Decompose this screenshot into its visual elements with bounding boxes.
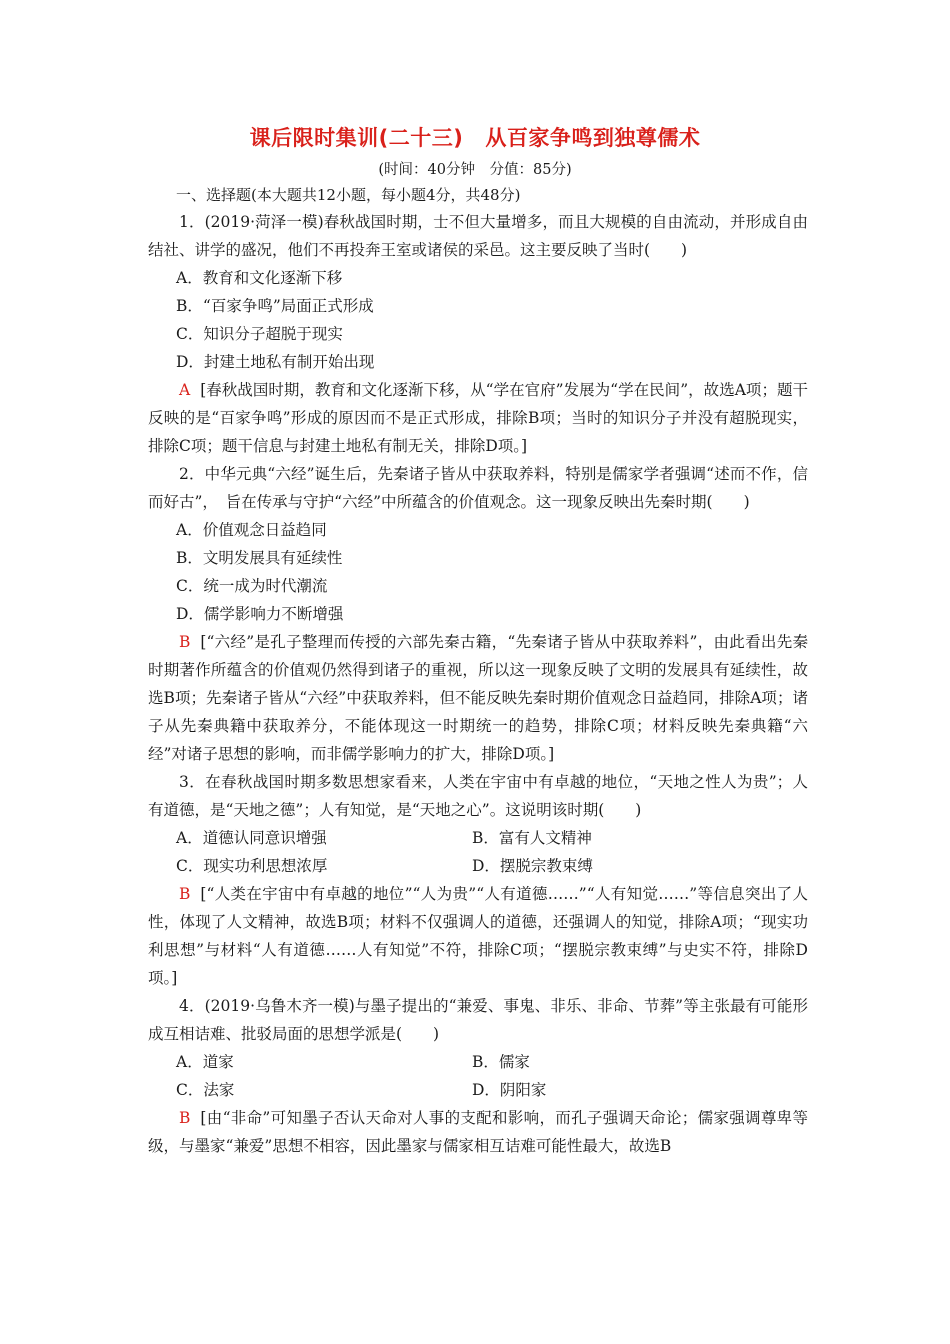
option-row <box>176 824 808 852</box>
option-d: D．阴阳家 <box>472 1081 547 1099</box>
answer-explanation <box>148 628 808 768</box>
option-row <box>176 852 808 880</box>
option-c: C．法家 <box>176 1081 235 1099</box>
title-topic: 从百家争鸣到独尊儒术 <box>485 126 701 150</box>
option-b: B．“百家争鸣”局面正式形成 <box>176 297 374 315</box>
explanation-text: [“人类在宇宙中有卓越的地位”“人为贵”“人有道德……”“人有知觉……”等信息突出了人性，体现了人文精神，故选B项；材料不仅强调人的道德，还强调人的知觉，排除A项；“现实功利思想”与材料“人有道德……人有知觉”不符，排除C项；“摆脱宗教束缚”与史实不符，排除D项。] <box>148 885 808 987</box>
question-1 <box>148 208 808 460</box>
question-stem: 3．在春秋战国时期多数思想家看来，人类在宇宙中有卓越的地位，“天地之性人为贵”；人有道德，是“天地之德”；人有知觉，是“天地之心”。这说明该时期( ) <box>148 773 808 819</box>
option-a: A．道家 <box>176 1053 234 1071</box>
answer-letter: B <box>179 885 191 903</box>
question-list <box>148 208 808 1160</box>
option-b: B．富有人文精神 <box>472 829 592 847</box>
option-b: B．文明发展具有延续性 <box>176 549 343 567</box>
section-heading: 一、选择题(本大题共12小题，每小题4分，共48分) <box>176 186 521 204</box>
option-c: C．统一成为时代潮流 <box>176 577 328 595</box>
option-b: B．儒家 <box>472 1053 530 1071</box>
option-d: D．封建土地私有制开始出现 <box>176 353 375 371</box>
option-c: C．现实功利思想浓厚 <box>176 857 328 875</box>
answer-explanation <box>148 376 808 460</box>
answer-explanation <box>148 1104 808 1160</box>
time-score-info: (时间：40分钟 分值：85分) <box>378 162 572 178</box>
option-row <box>176 1076 808 1104</box>
page-title <box>0 122 950 152</box>
question-stem: 2．中华元典“六经”诞生后，先秦诸子皆从中获取养料，特别是儒家学者强调“述而不作，信而好古”， 旨在传承与守护“六经”中所蕴含的价值观念。这一现象反映出先秦时期( ) <box>148 465 808 511</box>
option-a: A．价值观念日益趋同 <box>176 521 327 539</box>
explanation-text: [由“非命”可知墨子否认天命对人事的支配和影响，而孔子强调天命论；儒家强调尊卑等级，与墨家“兼爱”思想不相容，因此墨家与儒家相互诘难可能性最大，故选B <box>148 1109 808 1155</box>
option-row <box>176 1048 808 1076</box>
option-c: C．知识分子超脱于现实 <box>176 325 343 343</box>
explanation-text: [春秋战国时期，教育和文化逐渐下移，从“学在官府”发展为“学在民间”，故选A项；题干反映的是“百家争鸣”形成的原因而不是正式形成，排除B项；当时的知识分子并没有超脱现实，排除C项；题干信息与封建土地私有制无关，排除D项。] <box>148 381 808 455</box>
answer-letter: B <box>179 633 191 651</box>
option-d: D．儒学影响力不断增强 <box>176 605 344 623</box>
option-a: A．教育和文化逐渐下移 <box>176 269 343 287</box>
question-stem: 1．(2019·菏泽一模)春秋战国时期，士不但大量增多，而且大规模的自由流动，并形成自由结社、讲学的盛况，他们不再投奔王室或诸侯的采邑。这主要反映了当时( ) <box>148 213 808 259</box>
option-a: A．道德认同意识增强 <box>176 829 327 847</box>
answer-letter: B <box>179 1109 191 1127</box>
question-stem: 4．(2019·乌鲁木齐一模)与墨子提出的“兼爱、事鬼、非乐、非命、节葬”等主张最有可能形成互相诘难、批驳局面的思想学派是( ) <box>148 997 808 1043</box>
option-d: D．摆脱宗教束缚 <box>472 857 593 875</box>
title-series: 课后限时集训(二十三) <box>249 126 464 150</box>
question-3 <box>148 768 808 992</box>
answer-letter: A <box>179 381 191 399</box>
answer-explanation <box>148 880 808 992</box>
question-4 <box>148 992 808 1160</box>
question-2 <box>148 460 808 768</box>
explanation-text: [“六经”是孔子整理而传授的六部先秦古籍，“先秦诸子皆从中获取养料”，由此看出先秦时期著作所蕴含的价值观仍然得到诸子的重视，所以这一现象反映了文明的发展具有延续性，故选B项；先秦诸子皆从“六经”中获取养料，但不能反映先秦时期价值观念日益趋同，排除A项；诸子从先秦典籍中获取养分，不能体现这一时期统一的趋势，排除C项；材料反映先秦典籍“六经”对诸子思想的影响，而非儒学影响力的扩大，排除D项。] <box>148 633 808 763</box>
